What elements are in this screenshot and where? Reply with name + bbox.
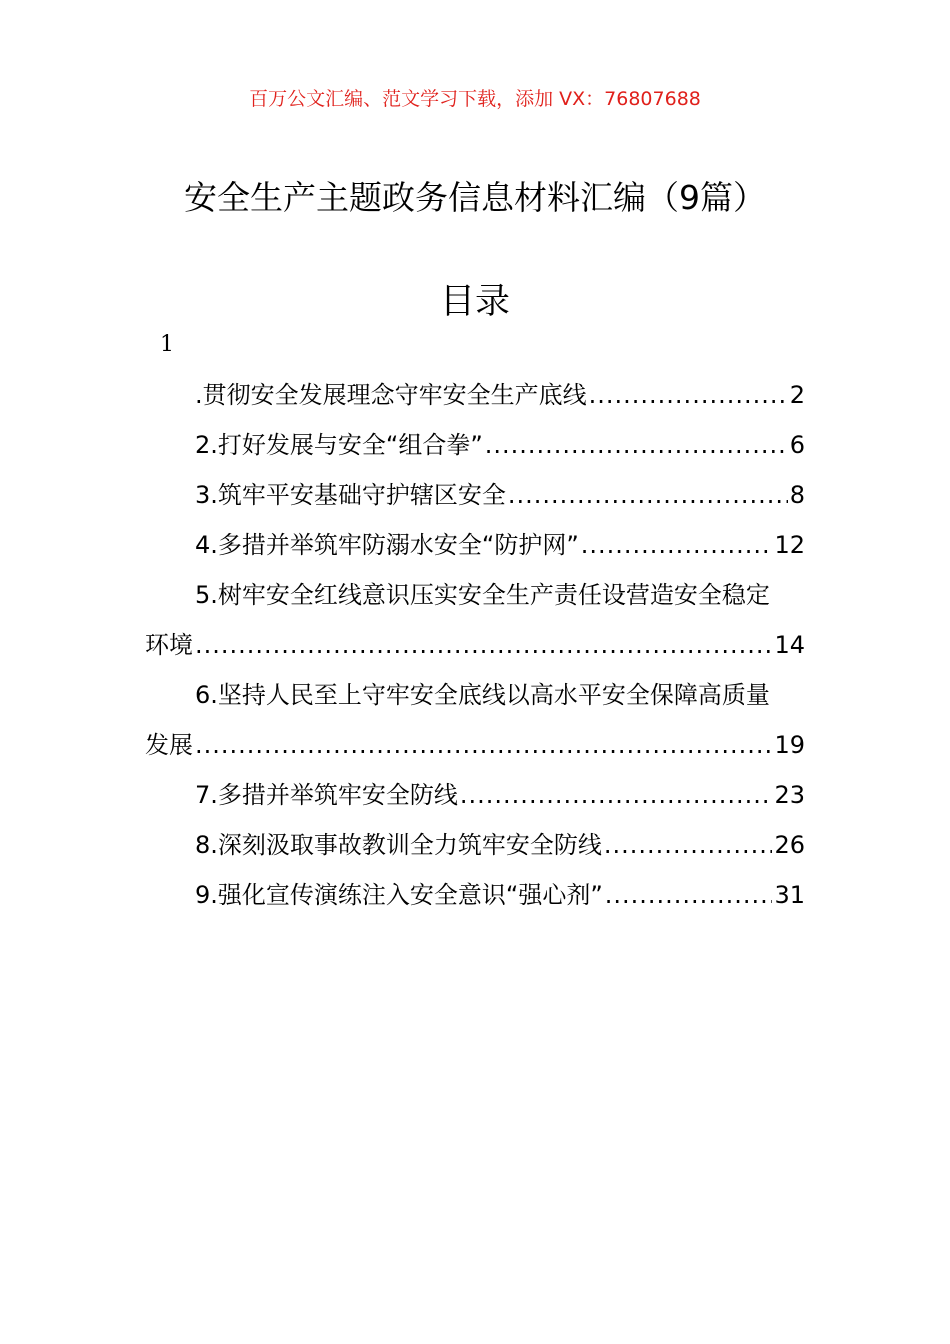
toc-page-number: 2	[789, 381, 805, 409]
toc-entry-text: 4.多措并举筑牢防溺水安全“防护网”	[195, 531, 579, 559]
toc-entry-text-line1: 6.坚持人民至上守牢安全底线以高水平安全保障高质量	[195, 681, 770, 709]
toc-dot-leader	[605, 870, 773, 920]
stray-number: 1	[160, 332, 174, 357]
toc-dot-leader	[195, 720, 772, 770]
toc-entry-wrapped[interactable]	[145, 570, 805, 670]
toc-entry-text: 7.多措并举筑牢安全防线	[195, 781, 458, 809]
toc-page-number: 31	[774, 881, 805, 909]
document-title: 安全生产主题政务信息材料汇编（9篇）	[184, 178, 766, 217]
table-of-contents	[145, 370, 805, 920]
toc-entry[interactable]	[145, 820, 805, 870]
toc-dot-leader	[581, 520, 773, 570]
toc-entry[interactable]	[145, 520, 805, 570]
toc-entry-text: 3.筑牢平安基础守护辖区安全	[195, 481, 506, 509]
toc-entry-wrapped[interactable]	[145, 670, 805, 770]
header-note: 百万公文汇编、范文学习下载，添加 VX：76807688	[249, 88, 701, 110]
toc-entry-text: .贯彻安全发展理念守牢安全生产底线	[195, 381, 587, 409]
toc-page-number: 14	[774, 631, 805, 659]
toc-entry-text: 9.强化宣传演练注入安全意识“强心剂”	[195, 881, 603, 909]
toc-page-number: 8	[789, 481, 805, 509]
toc-entry[interactable]	[145, 470, 805, 520]
toc-page-number: 6	[789, 431, 805, 459]
toc-dot-leader	[604, 820, 773, 870]
toc-entry-text-line1: 5.树牢安全红线意识压实安全生产责任设营造安全稳定	[195, 581, 770, 609]
toc-entry-text-line2: 环境	[145, 631, 193, 659]
toc-entry-text-line2: 发展	[145, 731, 193, 759]
toc-entry[interactable]	[145, 420, 805, 470]
toc-entry[interactable]	[145, 870, 805, 920]
toc-page-number: 23	[774, 781, 805, 809]
toc-page-number: 26	[774, 831, 805, 859]
toc-entry-text: 2.打好发展与安全“组合拳”	[195, 431, 483, 459]
toc-dot-leader	[485, 420, 788, 470]
toc-heading: 目录	[439, 282, 510, 322]
toc-entry[interactable]	[145, 770, 805, 820]
toc-dot-leader	[508, 470, 788, 520]
toc-dot-leader	[195, 620, 772, 670]
toc-entry-text: 8.深刻汲取事故教训全力筑牢安全防线	[195, 831, 602, 859]
toc-page-number: 12	[774, 531, 805, 559]
toc-dot-leader	[460, 770, 773, 820]
toc-entry[interactable]	[145, 370, 805, 420]
toc-dot-leader	[589, 370, 788, 420]
toc-page-number: 19	[774, 731, 805, 759]
